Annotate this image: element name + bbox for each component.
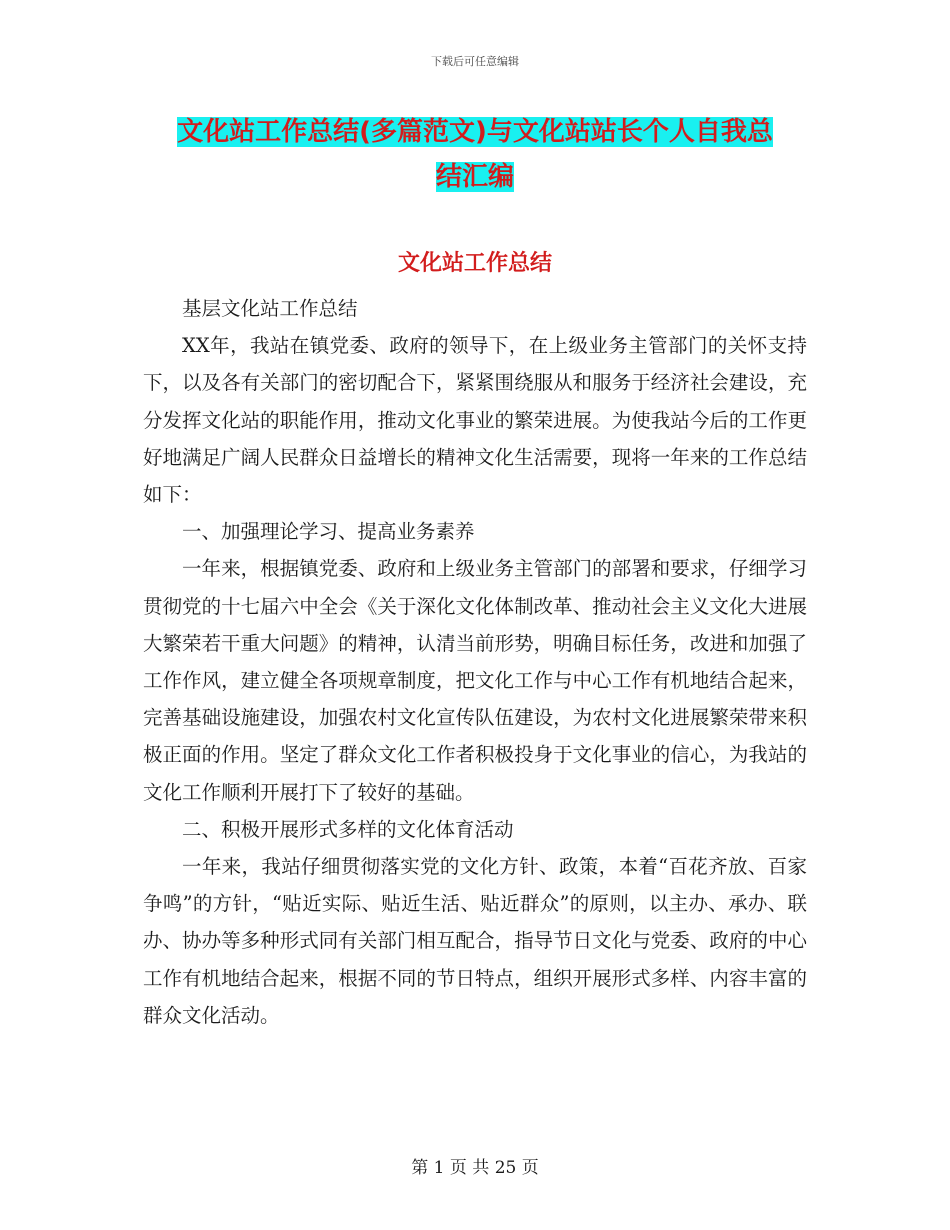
document-title bbox=[150, 110, 800, 200]
paragraph-subtitle: 基层文化站工作总结 bbox=[182, 297, 358, 320]
body-text bbox=[143, 290, 807, 1034]
header-note: 下载后可任意编辑 bbox=[431, 55, 519, 68]
paragraph-heading: 一、加强理论学习、提高业务素养 bbox=[182, 520, 475, 544]
paragraph: 一年来，根据镇党委、政府和上级业务主管部门的部署和要求，仔细学习贯彻党的十七届六中全会《关于深化文化体制改革、推动社会主义文化大进展大繁荣若干重大问题》的精神，认清当前形势，明确目标任务，改进和加强了工作作风，建立健全各项规章制度，把文化工作与中心工作有机地结合起来，完善基础设施建设，加强农村文化宣传队伍建设，为农村文化进展繁荣带来积极正面的作用。坚定了群众文化工作者积极投身于文化事业的信心，为我站的文化工作顺利开展打下了较好的基础。 bbox=[143, 557, 807, 804]
page-footer: 第 1 页 共 25 页 bbox=[411, 1158, 539, 1178]
paragraph-heading: 二、积极开展形式多样的文化体育活动 bbox=[182, 817, 514, 841]
section-title: 文化站工作总结 bbox=[397, 251, 552, 276]
document-title-line-2: 结汇编 bbox=[435, 162, 514, 192]
paragraph: XX年，我站在镇党委、政府的领导下，在上级业务主管部门的关怀支持下，以及各有关部门的密切配合下，紧紧围绕服从和服务于经济社会建设，充分发挥文化站的职能作用，推动文化事业的繁荣进展。为使我站今后的工作更好地满足广阔人民群众日益增长的精神文化生活需要，现将一年来的工作总结如下： bbox=[143, 334, 807, 507]
paragraph: 一年来，我站仔细贯彻落实党的文化方针、政策，本着“百花齐放、百家争鸣”的方针，“贴近实际、贴近生活、贴近群众”的原则，以主办、承办、联办、协办等多种形式同有关部门相互配合，指导节日文化与党委、政府的中心工作有机地结合起来，根据不同的节日特点，组织开展形式多样、内容丰富的群众文化活动。 bbox=[143, 855, 807, 1027]
document-title-line-1: 文化站工作总结(多篇范文)与文化站站长个人自我总 bbox=[177, 117, 773, 147]
